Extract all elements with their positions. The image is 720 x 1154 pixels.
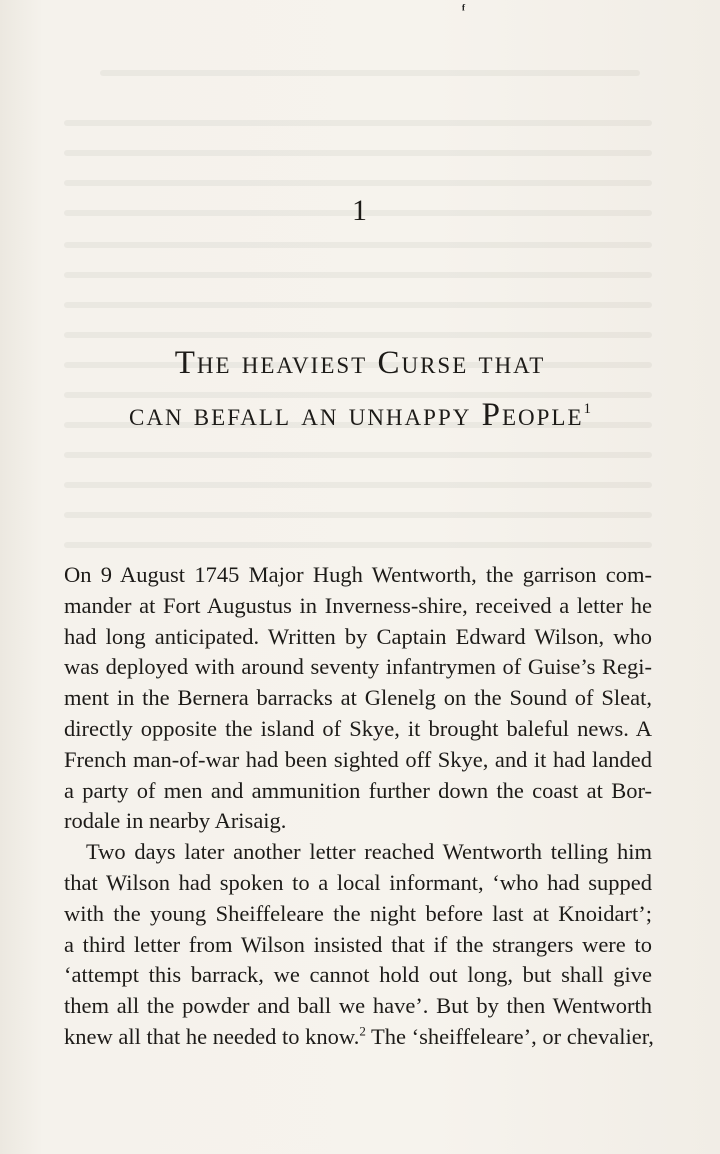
paragraph-2	[64, 837, 652, 1053]
footnote-marker: 2	[359, 1023, 366, 1039]
text-segment: The ‘sheiffeleare’, or chevalier,	[365, 1023, 654, 1049]
text-line: ment in the Bernera barracks at Glenelg on the Sound of Sleat,	[64, 685, 652, 711]
text-line-with-footnote	[64, 1022, 652, 1053]
text-line: a third letter from Wilson insisted that if the strangers were to	[64, 931, 652, 957]
chapter-title-line-1: The heaviest Curse that	[174, 345, 546, 381]
chapter-number: 1	[352, 194, 368, 227]
paragraph-1	[64, 560, 652, 837]
chapter-title	[0, 340, 720, 438]
text-line: with the young Sheiffeleare the night before last at Knoidart’;	[64, 900, 652, 926]
text-line: a party of men and ammunition further down the coast at Bor-	[64, 777, 652, 803]
text-line: had long anticipated. Written by Captain Edward Wilson, who	[64, 623, 652, 649]
text-line: mander at Fort Augustus in Inverness-shire, received a letter he	[64, 592, 652, 618]
chapter-title-line-2-text: can befall an unhappy People	[129, 397, 584, 433]
text-line: that Wilson had spoken to a local informant, ‘who had supped	[64, 869, 652, 895]
text-line: Two days later another letter reached Wentworth telling him	[86, 839, 652, 865]
chapter-title-line-2	[0, 386, 720, 438]
text-line: rodale in nearby Arisaig.	[64, 808, 287, 834]
text-segment: knew all that he needed to know.	[64, 1023, 360, 1049]
text-line: directly opposite the island of Skye, it brought baleful news. A	[64, 715, 652, 741]
text-line: them all the powder and ball we have’. But by then Wentworth	[64, 993, 652, 1019]
text-line: French man-of-war had been sighted off Skye, and it had landed	[64, 746, 652, 772]
body-text	[64, 560, 652, 1053]
chapter-title-footnote: 1	[583, 401, 591, 417]
text-line: ‘attempt this barrack, we cannot hold out long, but shall give	[64, 962, 652, 988]
text-line: On 9 August 1745 Major Hugh Wentworth, the garrison com-	[64, 562, 652, 587]
page-mark: ᶠ	[462, 2, 466, 19]
text-line: was deployed with around seventy infantrymen of Guise’s Regi-	[64, 654, 652, 680]
